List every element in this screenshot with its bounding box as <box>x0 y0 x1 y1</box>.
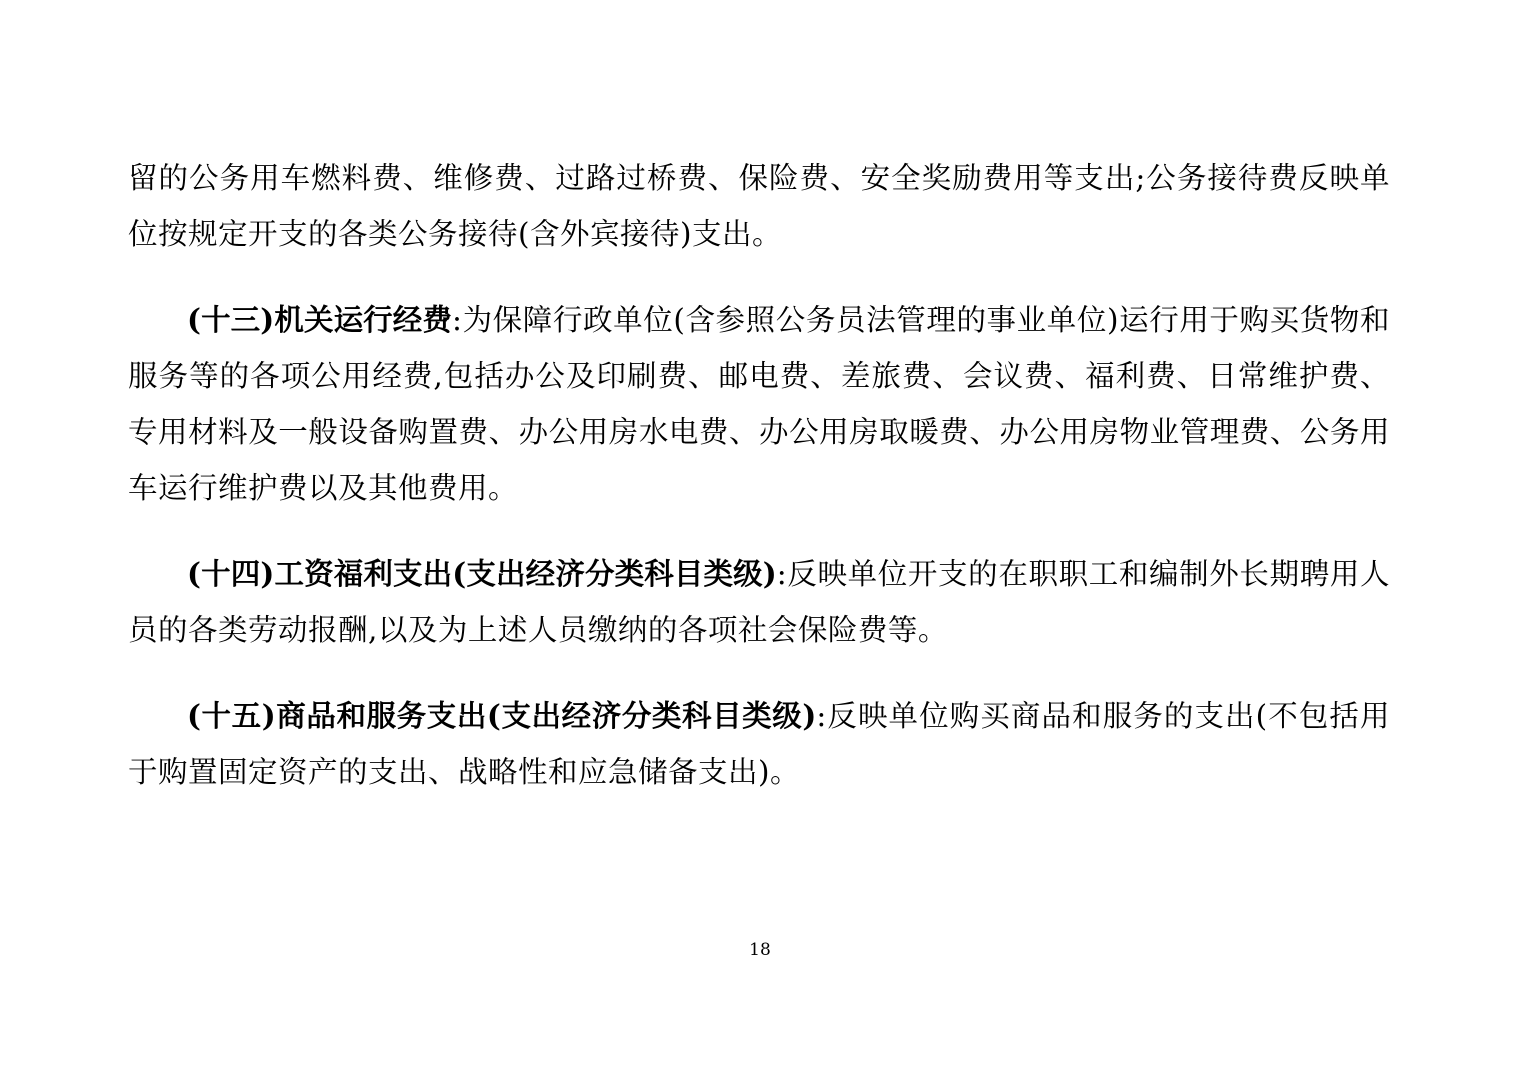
page-body <box>128 150 1390 814</box>
paragraph-lead-label: (十四)工资福利支出(支出经济分类科目类级) <box>187 556 777 591</box>
paragraph-lead-label: (十五)商品和服务支出(支出经济分类科目类级) <box>187 698 817 733</box>
paragraph-lead-label: (十三)机关运行经费 <box>187 302 453 337</box>
paragraph-continued <box>128 150 1390 262</box>
paragraph-item-14 <box>128 546 1390 658</box>
paragraph-item-13 <box>128 292 1390 516</box>
page-number: 18 <box>749 940 771 960</box>
paragraph-text: 留的公务用车燃料费、维修费、过路过桥费、保险费、安全奖励费用等支出;公务接待费反映单位按规定开支的各类公务接待(含外宾接待)支出。 <box>128 161 1390 251</box>
paragraph-text: :反映单位开支的在职职工和编制外长期聘用人员的各类劳动报酬,以及为上述人员缴纳的各项社会保险费等。 <box>128 557 1390 647</box>
paragraph-text: :反映单位购买商品和服务的支出(不包括用于购置固定资产的支出、战略性和应急储备支出)。 <box>128 699 1390 789</box>
paragraph-text: :为保障行政单位(含参照公务员法管理的事业单位)运行用于购买货物和服务等的各项公用经费,包括办公及印刷费、邮电费、差旅费、会议费、福利费、日常维护费、专用材料及一般设备购置费、办公用房水电费、办公用房取暖费、办公用房物业管理费、公务用车运行维护费以及其他费用。 <box>128 303 1390 505</box>
paragraph-item-15 <box>128 688 1390 800</box>
